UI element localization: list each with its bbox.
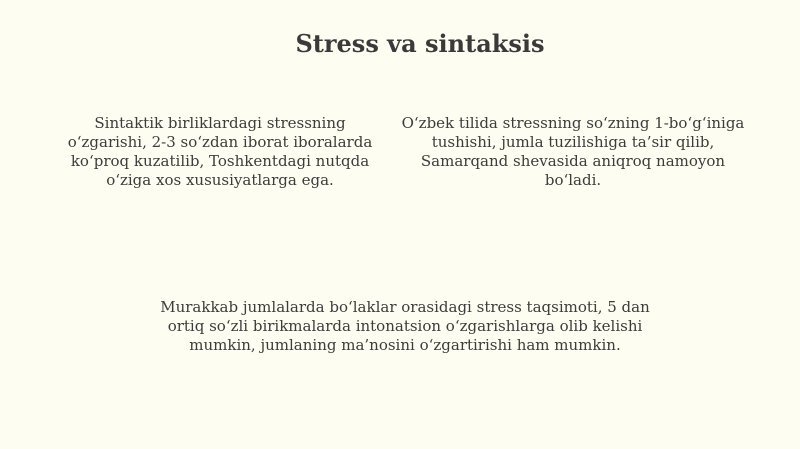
bottom-text-block: Murakkab jumlalarda bo‘laklar orasidagi stress taqsimoti, 5 dan ortiq so‘zli birikmalarda intonatsion o‘zgarishlarga olib kelishi mumkin, jumlaning ma’nosini o‘zgartirishi ham mumkin. [160, 298, 650, 354]
slide-title: Stress va sintaksis [295, 29, 545, 58]
right-text-block: O‘zbek tilida stressning so‘zning 1-bo‘g‘iniga tushishi, jumla tuzilishiga ta’sir qilib, Samarqand shevasida aniqroq namoyon bo‘ladi. [401, 114, 745, 189]
left-text-block: Sintaktik birliklardagi stressning o‘zgarishi, 2-3 so‘zdan iborat iboralarda ko‘proq kuzatilib, Toshkentdagi nutqda o‘ziga xos xususiyatlarga ega. [67, 114, 373, 189]
